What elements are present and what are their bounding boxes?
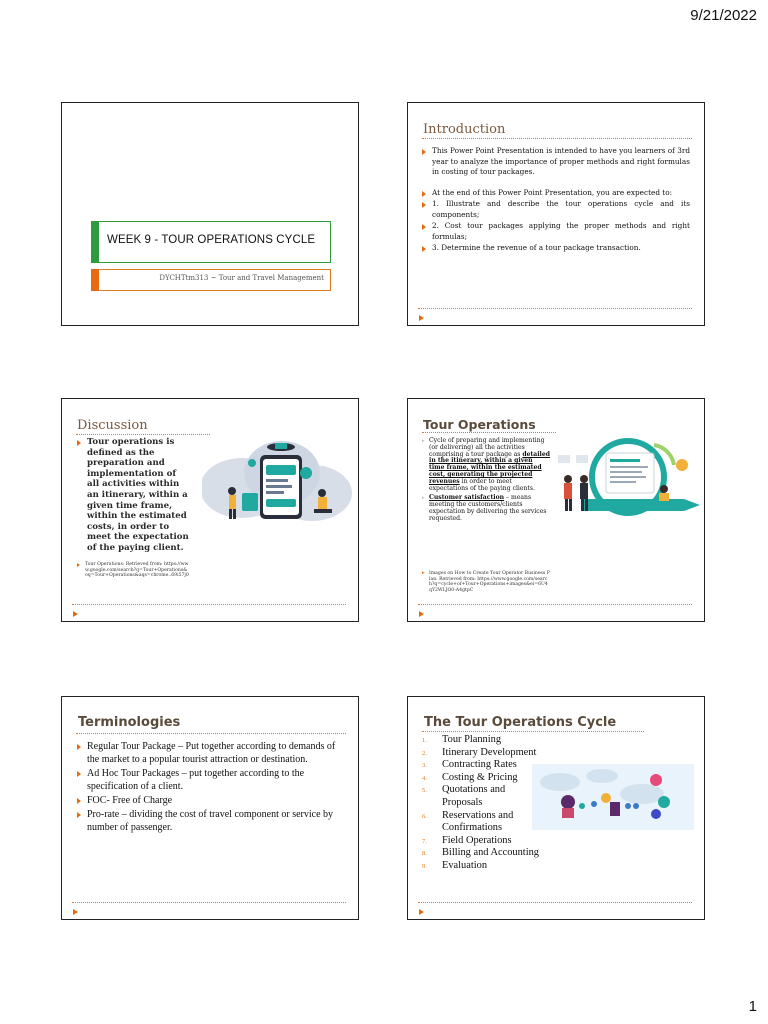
list-item: ▸ Customer satisfaction – means meeting the customers/clients expectation by delivering the services requested.: [422, 495, 550, 522]
list-item: 7. Field Operations: [422, 834, 512, 846]
list-item: 1. Illustrate and describe the tour operations cycle and its components;: [422, 199, 690, 220]
list-item: 8. Billing and Accounting: [422, 847, 539, 859]
list-item: 3. Contracting Rates: [422, 759, 517, 771]
slide-title: Discussion: [77, 418, 148, 433]
bullet-list: [422, 438, 550, 526]
list-item: This Power Point Presentation is intended to have you learners of 3rd year to analyze the importance of proper methods and right formulas in costing of tour packages.: [422, 146, 690, 178]
list-item: 4. Costing & Pricing: [422, 771, 518, 783]
list-item: 1. Tour Planning: [422, 734, 502, 745]
source-list: [422, 571, 550, 593]
footer-line: [72, 604, 346, 605]
slide-6: [407, 696, 705, 920]
tour-cycle-illustration: [532, 764, 694, 830]
source-list: [77, 562, 189, 579]
list-item: 3. Determine the revenue of a tour package transaction.: [422, 243, 690, 254]
footer-arrow-icon: [73, 909, 78, 915]
title-underline: [422, 432, 556, 433]
slide-title: Introduction: [423, 122, 506, 137]
title-underline: [76, 434, 210, 435]
slide-title: Tour Operations: [423, 417, 536, 432]
footer-arrow-icon: [419, 909, 424, 915]
footer-line: [418, 604, 692, 605]
footer-line: [72, 902, 346, 903]
list-item: 6. Reservations and Confirmations: [422, 809, 514, 834]
title-underline: [76, 733, 346, 734]
slide-subtitle: DYCHTtm313 ~ Tour and Travel Management: [159, 274, 324, 282]
list-item: Ad Hoc Tour Packages – put together according to the specification of a client.: [77, 767, 345, 793]
footer-arrow-icon: [419, 315, 424, 321]
list-item: At the end of this Power Point Presentation, you are expected to:: [422, 188, 690, 199]
slide-1: [61, 102, 359, 326]
slide-3: [61, 398, 359, 622]
page-number: 1: [748, 998, 757, 1015]
print-date: 9/21/2022: [690, 7, 757, 24]
list-item: 2. Cost tour packages applying the proper methods and right formulas;: [422, 221, 690, 242]
slide-title: The Tour Operations Cycle: [424, 715, 617, 730]
list-item: 5. Quotations and Proposals: [422, 784, 506, 808]
list-item: 9. Evaluation: [422, 859, 488, 871]
list-item: 2. Itinerary Development: [422, 746, 537, 758]
footer-arrow-icon: [419, 611, 424, 617]
bullet-list: [77, 437, 189, 554]
list-item: ▸ Cycle of preparing and implementing (or delivering) all the activities comprising a tour package as detailed in the itinerary, within a given time frame, within the estimated cost, generating the projected revenues in order to meet expectations of the paying clients.: [422, 438, 550, 492]
slide-2: [407, 102, 705, 326]
footer-line: [418, 308, 692, 309]
title-underline: [422, 731, 644, 732]
source-citation: ▸ Images on How to Create Tour Operator Business Plan. Retrieved from: https://www.google.com/search?q=cycle+of+Tour+Operations+images&ei=6U4qY2WLJO0-A4gtpC: [422, 571, 550, 593]
title-accent-bar: [91, 221, 99, 263]
slide-4: [407, 398, 705, 622]
bullet-list: [422, 146, 690, 255]
subtitle-accent-bar: [91, 269, 99, 291]
list-item: Regular Tour Package – Put together according to demands of the market to a popular tourist attraction or destination.: [77, 740, 345, 766]
title-underline: [422, 138, 692, 139]
slide-title: WEEK 9 - TOUR OPERATIONS CYCLE: [107, 234, 316, 246]
list-item: FOC- Free of Charge: [77, 794, 345, 807]
tour-operations-illustration: [554, 437, 700, 523]
footer-line: [418, 902, 692, 903]
list-item: Pro-rate – dividing the cost of travel component or service by number of passenger.: [77, 808, 345, 834]
slide-title: Terminologies: [78, 715, 181, 730]
bullet-list: [77, 740, 345, 835]
source-citation: Tour Operations: Retrieved from: https://www.google.com/search?q=Tour+Operations&oq=Tour+Operations&aqs=chrome..69i57j0: [77, 562, 189, 579]
travel-app-illustration: [202, 433, 352, 525]
slide-5: [61, 696, 359, 920]
list-item: Tour operations is defined as the preparation and implementation of all activities within an itinerary, within a given time frame, within the estimated costs, in order to meet the expectation of the paying client.: [77, 437, 189, 554]
footer-arrow-icon: [73, 611, 78, 617]
